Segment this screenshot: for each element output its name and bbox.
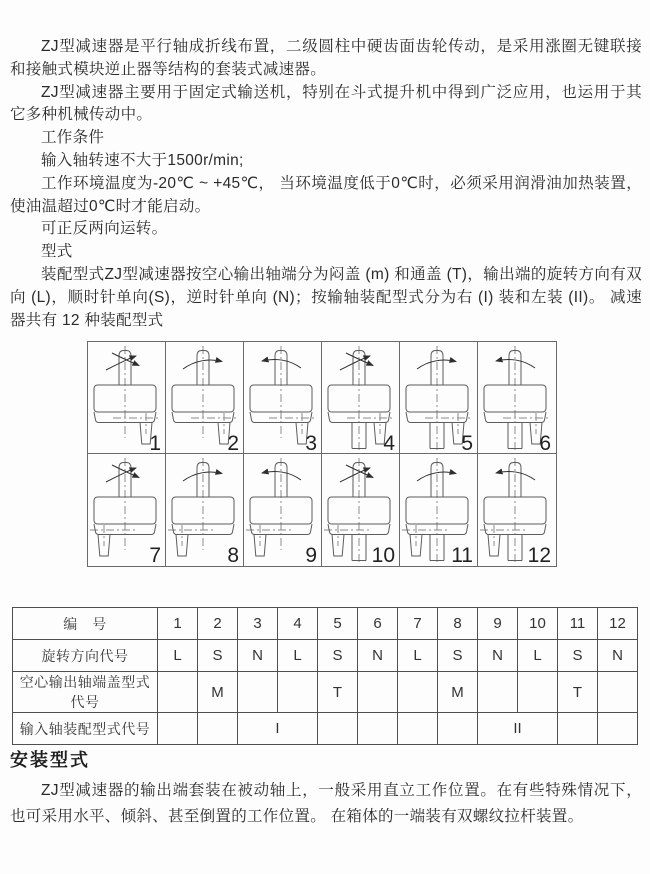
diagram-cell-1 bbox=[88, 342, 166, 454]
table-cell: S bbox=[558, 640, 598, 672]
paragraph-5: 工作环境温度为-20℃ ~ +45℃， 当环境温度低于0℃时，必须采用润滑油加热装置，使油温超过0℃时才能启动。 bbox=[10, 174, 642, 215]
table-cell: S bbox=[318, 640, 358, 672]
svg-text:4: 4 bbox=[383, 432, 395, 454]
install-heading: 安装型式 bbox=[10, 750, 90, 770]
svg-text:5: 5 bbox=[461, 432, 473, 454]
table-cell bbox=[198, 713, 238, 745]
table-cell bbox=[438, 713, 478, 745]
diagram-cell-8 bbox=[166, 454, 244, 566]
table-cell: T bbox=[318, 672, 358, 713]
reducer-figure bbox=[322, 342, 400, 454]
assembly-diagram-grid bbox=[87, 341, 557, 567]
table-cell: N bbox=[598, 640, 638, 672]
paragraph-8: 装配型式ZJ型减速器按空心输出轴端分为闷盖 (m) 和通盖 (T)，输出端的旋转方向有双向 (L)，顺时针单向(S)，逆时针单向 (N)；按输轴装配型式分为右 (I) 装和左装 (II)。 减速器共有 12 种装配型式 bbox=[10, 265, 642, 329]
reducer-figure bbox=[166, 454, 244, 566]
reducer-figure bbox=[322, 454, 400, 566]
table-cell bbox=[398, 672, 438, 713]
table-cell: N bbox=[358, 640, 398, 672]
table-header-cell: 11 bbox=[558, 608, 598, 640]
table-cell: N bbox=[478, 640, 518, 672]
table-cell bbox=[598, 672, 638, 713]
reducer-figure bbox=[166, 342, 244, 454]
table-header-cell: 2 bbox=[198, 608, 238, 640]
table-header-cell: 7 bbox=[398, 608, 438, 640]
svg-text:11: 11 bbox=[451, 544, 473, 566]
paragraph-6: 可正反两向运转。 bbox=[41, 220, 168, 238]
table-header-cell: 8 bbox=[438, 608, 478, 640]
table-cell bbox=[238, 672, 278, 713]
table-cell bbox=[278, 672, 318, 713]
table-cell: II bbox=[478, 713, 558, 745]
reducer-figure bbox=[88, 454, 166, 566]
table-header-row bbox=[13, 608, 638, 640]
install-paragraph: ZJ型减速器的输出端套装在被动轴上，一般采用直立工作位置。在有些特殊情况下，也可采用水平、倾斜、甚至倒置的工作位置。 在箱体的一端装有双螺纹拉杆装置。 bbox=[10, 782, 642, 825]
table-header-cell: 5 bbox=[318, 608, 358, 640]
table-header-cell: 1 bbox=[158, 608, 198, 640]
table-header-cell: 10 bbox=[518, 608, 558, 640]
table-cell bbox=[318, 713, 358, 745]
intro-paragraphs bbox=[10, 36, 642, 332]
diagram-cell-3 bbox=[244, 342, 322, 454]
table-header-label: 编 号 bbox=[13, 608, 158, 640]
svg-text:1: 1 bbox=[149, 432, 161, 454]
table-cell: T bbox=[558, 672, 598, 713]
paragraph-1: ZJ型减速器是平行轴成折线布置，二级圆柱中硬齿面齿轮传动，是采用涨圈无键联接和接触式模块逆止器等结构的套装式减速器。 bbox=[10, 38, 642, 78]
reducer-figure bbox=[244, 454, 322, 566]
table-header-cell: 12 bbox=[598, 608, 638, 640]
diagram-cell-12 bbox=[478, 454, 556, 566]
table-row-label: 空心输出轴端盖型式代号 bbox=[13, 672, 158, 713]
table-cell bbox=[158, 672, 198, 713]
paragraph-2: ZJ型减速器主要用于固定式输送机，特别在斗式提升机中得到广泛应用，也运用于其它多种机械传动中。 bbox=[10, 83, 642, 124]
table-cell: S bbox=[438, 640, 478, 672]
reducer-figure bbox=[478, 454, 556, 566]
svg-text:10: 10 bbox=[371, 544, 395, 566]
table-header-cell: 6 bbox=[358, 608, 398, 640]
assembly-table bbox=[12, 607, 638, 745]
reducer-figure bbox=[400, 342, 478, 454]
svg-text:3: 3 bbox=[305, 432, 317, 454]
diagram-cell-2 bbox=[166, 342, 244, 454]
table-cell bbox=[558, 713, 598, 745]
table-cell: I bbox=[238, 713, 318, 745]
table-cell: L bbox=[278, 640, 318, 672]
diagram-cell-5 bbox=[400, 342, 478, 454]
table-cell: L bbox=[518, 640, 558, 672]
diagram-cell-4 bbox=[322, 342, 400, 454]
paragraph-4: 输入轴转速不大于1500r/min; bbox=[41, 151, 244, 169]
table-row-label: 输入轴装配型式代号 bbox=[13, 713, 158, 745]
svg-text:12: 12 bbox=[527, 544, 551, 566]
table-header-cell: 9 bbox=[478, 608, 518, 640]
svg-text:9: 9 bbox=[305, 544, 317, 566]
table-header-cell: 3 bbox=[238, 608, 278, 640]
table-cell: M bbox=[438, 672, 478, 713]
diagram-cell-9 bbox=[244, 454, 322, 566]
table-row bbox=[13, 713, 638, 745]
table-cell: L bbox=[158, 640, 198, 672]
reducer-figure bbox=[88, 342, 166, 454]
table-cell bbox=[158, 713, 198, 745]
table-cell: M bbox=[198, 672, 238, 713]
table-cell bbox=[478, 672, 518, 713]
paragraph-7: 型式 bbox=[41, 243, 73, 261]
diagram-cell-11 bbox=[400, 454, 478, 566]
diagram-cell-10 bbox=[322, 454, 400, 566]
table-row bbox=[13, 640, 638, 672]
table-cell bbox=[518, 672, 558, 713]
table-cell bbox=[598, 713, 638, 745]
table-cell: S bbox=[198, 640, 238, 672]
svg-text:2: 2 bbox=[227, 432, 239, 454]
svg-text:6: 6 bbox=[539, 432, 551, 454]
table-cell bbox=[358, 672, 398, 713]
table-row bbox=[13, 672, 638, 713]
reducer-figure bbox=[400, 454, 478, 566]
reducer-figure bbox=[478, 342, 556, 454]
table-cell bbox=[398, 713, 438, 745]
table-row-label: 旋转方向代号 bbox=[13, 640, 158, 672]
table-cell: L bbox=[398, 640, 438, 672]
table-header-cell: 4 bbox=[278, 608, 318, 640]
reducer-figure bbox=[244, 342, 322, 454]
svg-text:7: 7 bbox=[149, 544, 161, 566]
table-cell bbox=[358, 713, 398, 745]
diagram-cell-6 bbox=[478, 342, 556, 454]
diagram-cell-7 bbox=[88, 454, 166, 566]
paragraph-3: 工作条件 bbox=[41, 129, 105, 147]
svg-text:8: 8 bbox=[227, 544, 239, 566]
table-cell: N bbox=[238, 640, 278, 672]
